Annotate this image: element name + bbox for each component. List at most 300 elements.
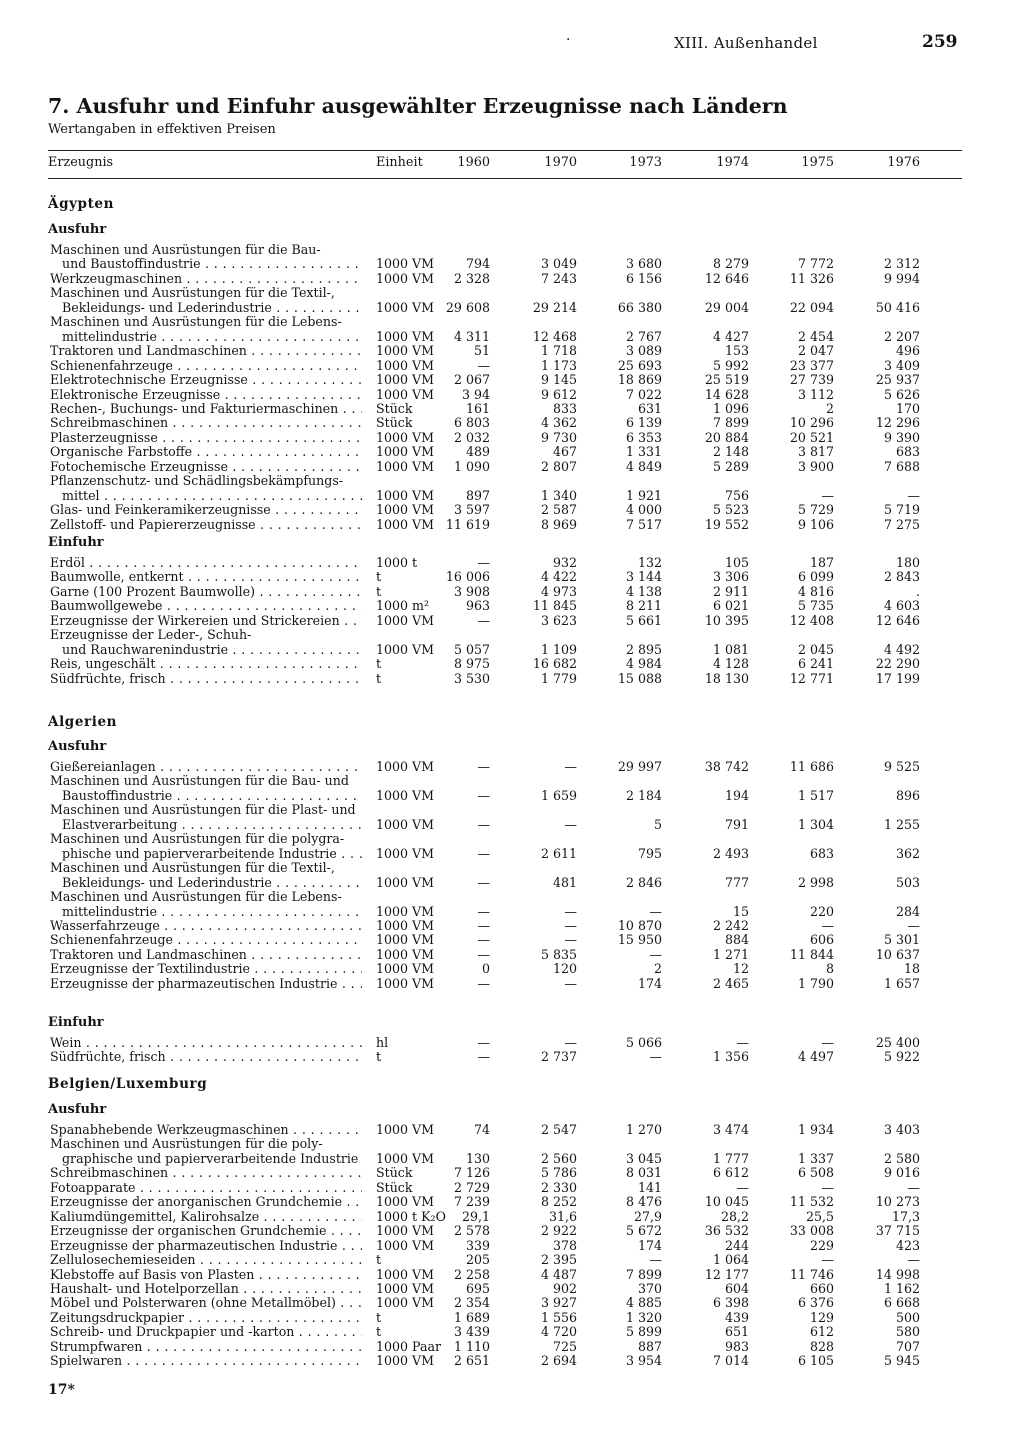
row-unit: 1000 VM	[376, 917, 435, 933]
row-value: 756	[724, 487, 749, 503]
row-value: 896	[895, 787, 920, 803]
row-value: —	[736, 1179, 749, 1195]
row-value: 22 094	[789, 299, 834, 315]
row-value: 10 045	[704, 1194, 749, 1210]
row-value: 11 746	[789, 1266, 834, 1282]
row-unit: t	[376, 1049, 382, 1065]
row-value: 3 049	[540, 256, 577, 272]
row-value: 1 081	[712, 641, 749, 657]
table-row	[0, 1194, 1024, 1209]
table-row	[0, 1295, 1024, 1310]
row-label: Organische Farbstoffe . . .	[50, 444, 362, 459]
row-label: Schreibmaschinen . . .	[50, 1165, 362, 1180]
table-row	[0, 860, 1024, 875]
table-row	[0, 627, 1024, 642]
row-value: 4 362	[540, 415, 577, 431]
row-value: 1 779	[540, 670, 577, 686]
row-unit: t	[376, 569, 382, 585]
row-value: 3 112	[797, 386, 834, 402]
row-value: 7 126	[453, 1165, 490, 1181]
row-value: 17 199	[875, 670, 920, 686]
row-value: 129	[809, 1309, 834, 1325]
row-unit: 1000 VM	[376, 961, 435, 977]
row-value: 205	[465, 1252, 490, 1268]
row-value: 1 337	[797, 1150, 834, 1166]
row-value: 2 148	[712, 444, 749, 460]
row-value: 3 045	[625, 1150, 662, 1166]
table-row	[0, 387, 1024, 402]
row-value: —	[564, 759, 577, 774]
row-unit: t	[376, 1324, 382, 1340]
row-label: Baumwolle, entkernt . . .	[50, 569, 362, 584]
row-value: 6 612	[712, 1165, 749, 1181]
row-value: 2 587	[540, 502, 577, 518]
row-value: —	[477, 759, 490, 774]
row-label: Maschinen und Ausrüstungen für die poly-	[50, 1136, 323, 1152]
row-value: 25 400	[875, 1035, 920, 1050]
row-value: 25,5	[805, 1208, 834, 1224]
row-value: 174	[637, 975, 662, 991]
row-value: 15 950	[617, 932, 662, 948]
row-value: 439	[724, 1309, 749, 1325]
row-value: 187	[809, 555, 834, 570]
row-unit: 1000 VM	[376, 299, 435, 315]
row-value: 3 954	[625, 1353, 662, 1369]
row-label: Baustoffindustrie . . .	[62, 788, 362, 803]
row-value: 612	[809, 1324, 834, 1340]
row-value: 777	[724, 874, 749, 890]
row-value: 580	[895, 1324, 920, 1340]
row-value: 4 885	[625, 1295, 662, 1311]
row-value: 1 331	[625, 444, 662, 460]
row-value: 11 844	[789, 946, 834, 962]
table-row	[0, 300, 1024, 315]
row-value: 8 279	[712, 256, 749, 272]
row-value: 2 184	[625, 787, 662, 803]
row-unit: 1000 m²	[376, 598, 430, 614]
row-label: Maschinen und Ausrüstungen für die Textil-,	[50, 285, 335, 301]
row-value: 4 816	[797, 583, 834, 599]
row-value: —	[477, 357, 490, 373]
row-value: —	[649, 1252, 662, 1268]
row-value: —	[821, 917, 834, 933]
row-value: 9 525	[883, 759, 920, 774]
row-value: 33 008	[789, 1223, 834, 1239]
row-value: 105	[724, 555, 749, 570]
row-label: Gießereianlagen . . .	[50, 759, 362, 774]
row-value: 0	[481, 961, 490, 977]
table-row	[0, 1281, 1024, 1296]
row-unit: 1000 VM	[376, 932, 435, 948]
row-value: 25 693	[617, 357, 662, 373]
row-unit: 1000 VM	[376, 328, 435, 344]
row-label: Wein . . .	[50, 1035, 362, 1050]
table-row	[0, 329, 1024, 344]
row-value: 28,2	[720, 1208, 749, 1224]
row-value: —	[477, 845, 490, 861]
row-value: 220	[809, 903, 834, 919]
row-value: 2	[825, 400, 834, 416]
table-row	[0, 773, 1024, 788]
row-unit: 1000 VM	[376, 759, 435, 774]
row-value: 180	[895, 555, 920, 570]
table-row	[0, 473, 1024, 488]
row-value: 5 289	[712, 458, 749, 474]
row-unit: 1000 VM	[376, 502, 435, 518]
row-value: 5 835	[540, 946, 577, 962]
row-value: 10 395	[704, 612, 749, 628]
row-label: Maschinen und Ausrüstungen für die Plast- und	[50, 802, 356, 818]
table-row	[0, 271, 1024, 286]
row-value: 31,6	[548, 1208, 577, 1224]
table-row	[0, 1035, 1024, 1050]
flow-heading: Ausfuhr	[48, 1102, 107, 1117]
row-unit: Stück	[376, 1165, 413, 1181]
row-value: 5 729	[797, 502, 834, 518]
row-value: 2 032	[453, 429, 490, 445]
row-value: 132	[637, 555, 662, 570]
row-value: 2 047	[797, 343, 834, 359]
row-value: 5 626	[883, 386, 920, 402]
row-label: Reis, ungeschält . . .	[50, 656, 362, 671]
table-row	[0, 1324, 1024, 1339]
row-unit: 1000 VM	[376, 256, 435, 272]
table-row	[0, 1353, 1024, 1368]
row-value: 120	[552, 961, 577, 977]
row-label: Elastverarbeitung . . .	[62, 817, 362, 832]
row-value: 2 493	[712, 845, 749, 861]
row-value: —	[649, 946, 662, 962]
row-label: Kaliumdüngemittel, Kalirohsalze . . .	[50, 1209, 362, 1224]
row-value: 3 680	[625, 256, 662, 272]
row-value: 1 162	[883, 1280, 920, 1296]
row-value: 1 110	[453, 1338, 490, 1354]
row-value: 2 846	[625, 874, 662, 890]
row-unit: hl	[376, 1035, 389, 1050]
row-value: 2 560	[540, 1150, 577, 1166]
flow-heading: Ausfuhr	[48, 222, 107, 237]
row-value: 12 408	[789, 612, 834, 628]
row-label: Rechen-, Buchungs- und Fakturiermaschinen . . .	[50, 401, 362, 416]
row-value: 5 301	[883, 932, 920, 948]
row-label: Schreib- und Druckpapier und -karton . . .	[50, 1324, 362, 1339]
table-row	[0, 401, 1024, 416]
table-row	[0, 613, 1024, 628]
table-row	[0, 598, 1024, 613]
row-label: Erzeugnisse der Textilindustrie . . .	[50, 961, 362, 976]
row-value: —	[477, 975, 490, 991]
row-value: 9 390	[883, 429, 920, 445]
row-value: 3 089	[625, 343, 662, 359]
row-value: 362	[895, 845, 920, 861]
row-value: 3 900	[797, 458, 834, 474]
row-value: 1 255	[883, 816, 920, 832]
row-unit: 1000 VM	[376, 1223, 435, 1239]
row-label: Glas- und Feinkeramikerzeugnisse . . .	[50, 502, 362, 517]
table-row	[0, 1209, 1024, 1224]
row-label: Erzeugnisse der Wirkereien und Strickereien . . .	[50, 613, 362, 628]
row-value: 12 177	[704, 1266, 749, 1282]
row-label: Maschinen und Ausrüstungen für die Bau- und	[50, 773, 349, 789]
row-value: 2	[653, 961, 662, 977]
row-value: 897	[465, 487, 490, 503]
row-value: —	[564, 1035, 577, 1050]
country-heading: Ägypten	[48, 196, 115, 212]
row-label: Haushalt- und Hotelporzellan . . .	[50, 1281, 362, 1296]
row-value: 3 817	[797, 444, 834, 460]
row-label: Schreibmaschinen . . .	[50, 415, 362, 430]
row-value: 8 211	[625, 598, 662, 614]
row-value: 11 845	[532, 598, 577, 614]
row-value: 833	[552, 400, 577, 416]
table-row	[0, 584, 1024, 599]
table-row	[0, 555, 1024, 570]
row-value: —	[477, 555, 490, 570]
flow-heading: Einfuhr	[48, 1015, 104, 1030]
table-row	[0, 1223, 1024, 1238]
row-label: Erzeugnisse der organischen Grundchemie . . .	[50, 1223, 362, 1238]
row-unit: 1000 VM	[376, 641, 435, 657]
row-value: 1 320	[625, 1309, 662, 1325]
col-header-year: 1973	[629, 155, 662, 170]
row-value: 6 668	[883, 1295, 920, 1311]
table-row	[0, 358, 1024, 373]
row-value: 9 730	[540, 429, 577, 445]
row-value: 3 306	[712, 569, 749, 585]
table-row	[0, 831, 1024, 846]
row-label: mittelindustrie . . .	[62, 904, 362, 919]
row-value: 9 612	[540, 386, 577, 402]
row-value: 161	[465, 400, 490, 416]
row-value: 1 271	[712, 946, 749, 962]
row-value: 4 000	[625, 502, 662, 518]
row-value: —	[907, 917, 920, 933]
table-row	[0, 976, 1024, 991]
table-row	[0, 415, 1024, 430]
row-value: 5 523	[712, 502, 749, 518]
table-row	[0, 1165, 1024, 1180]
row-label: Schienenfahrzeuge . . .	[50, 358, 362, 373]
row-value: 5 661	[625, 612, 662, 628]
row-value: 170	[895, 400, 920, 416]
row-label: Bekleidungs- und Lederindustrie . . .	[62, 875, 362, 890]
table-row	[0, 1136, 1024, 1151]
table-row	[0, 932, 1024, 947]
row-value: 9 994	[883, 270, 920, 286]
row-value: 4 487	[540, 1266, 577, 1282]
row-value: 7 243	[540, 270, 577, 286]
row-value: 7 899	[625, 1266, 662, 1282]
row-value: 4 720	[540, 1324, 577, 1340]
col-header-product: Erzeugnis	[48, 155, 114, 170]
table-row	[0, 889, 1024, 904]
row-value: 15	[732, 903, 749, 919]
row-unit: 1000 VM	[376, 816, 435, 832]
row-value: 29 608	[445, 299, 490, 315]
table-row	[0, 1252, 1024, 1267]
table-row	[0, 242, 1024, 257]
row-value: 604	[724, 1280, 749, 1296]
row-value: 74	[473, 1122, 490, 1137]
row-value: —	[564, 816, 577, 832]
row-value: 1 173	[540, 357, 577, 373]
row-unit: 1000 VM	[376, 343, 435, 359]
row-value: 1 270	[625, 1122, 662, 1137]
row-label: Elektrotechnische Erzeugnisse . . .	[50, 372, 362, 387]
row-value: 794	[465, 256, 490, 272]
table-row	[0, 1151, 1024, 1166]
row-value: 2 843	[883, 569, 920, 585]
row-value: 2 312	[883, 256, 920, 272]
row-value: 18	[903, 961, 920, 977]
row-value: 7 899	[712, 415, 749, 431]
row-value: 6 508	[797, 1165, 834, 1181]
row-value: 8 975	[453, 656, 490, 672]
row-value: 5 786	[540, 1165, 577, 1181]
row-label: Maschinen und Ausrüstungen für die Lebens-	[50, 889, 342, 905]
table-row	[0, 569, 1024, 584]
row-value: 6 139	[625, 415, 662, 431]
row-label: Maschinen und Ausrüstungen für die Textil-,	[50, 860, 335, 876]
footer-signature: 17*	[48, 1382, 75, 1398]
row-value: —	[564, 975, 577, 991]
row-label: Elektronische Erzeugnisse . . .	[50, 387, 362, 402]
row-value: 1 304	[797, 816, 834, 832]
row-unit: 1000 VM	[376, 1194, 435, 1210]
table-row	[0, 802, 1024, 817]
row-value: 11 686	[789, 759, 834, 774]
row-value: 29,1	[461, 1208, 490, 1224]
row-value: 5 719	[883, 502, 920, 518]
table-row	[0, 343, 1024, 358]
row-value: —	[821, 1252, 834, 1268]
row-value: 1 340	[540, 487, 577, 503]
row-value: 2 547	[540, 1122, 577, 1137]
row-value: —	[477, 946, 490, 962]
row-value: 1 934	[797, 1122, 834, 1137]
row-value: 963	[465, 598, 490, 614]
row-value: 51	[473, 343, 490, 359]
row-value: —	[821, 1179, 834, 1195]
row-value: 2 729	[453, 1179, 490, 1195]
row-value: 4 984	[625, 656, 662, 672]
row-unit: 1000 VM	[376, 357, 435, 373]
row-value: —	[477, 1049, 490, 1065]
row-value: 481	[552, 874, 577, 890]
row-value: 1 657	[883, 975, 920, 991]
row-unit: 1000 VM	[376, 1266, 435, 1282]
row-value: 2 578	[453, 1223, 490, 1239]
row-label: Südfrüchte, frisch . . .	[50, 1049, 362, 1064]
row-value: 606	[809, 932, 834, 948]
row-value: 18 869	[617, 372, 662, 388]
page-number: 259	[922, 32, 958, 52]
row-value: —	[564, 917, 577, 933]
row-value: 707	[895, 1338, 920, 1354]
row-value: 983	[724, 1338, 749, 1354]
row-value: 1 689	[453, 1309, 490, 1325]
row-value: 5 672	[625, 1223, 662, 1239]
row-value: 1 090	[453, 458, 490, 474]
row-value: 12 771	[789, 670, 834, 686]
row-value: 339	[465, 1237, 490, 1253]
row-value: —	[477, 1035, 490, 1050]
row-value: 500	[895, 1309, 920, 1325]
col-header-unit: Einheit	[376, 155, 423, 170]
row-value: 631	[637, 400, 662, 416]
row-value: 2 207	[883, 328, 920, 344]
row-value: 36 532	[704, 1223, 749, 1239]
row-value: 11 532	[789, 1194, 834, 1210]
row-value: 244	[724, 1237, 749, 1253]
table-title: 7. Ausfuhr und Einfuhr ausgewählter Erzeugnisse nach Ländern	[48, 94, 788, 118]
table-row	[0, 1339, 1024, 1354]
row-value: 7 014	[712, 1353, 749, 1369]
row-value: 66 380	[617, 299, 662, 315]
row-value: 6 099	[797, 569, 834, 585]
row-unit: 1000 VM	[376, 1295, 435, 1311]
row-value: 37 715	[875, 1223, 920, 1239]
row-value: 5 057	[453, 641, 490, 657]
flow-heading: Einfuhr	[48, 535, 104, 550]
row-value: 9 106	[797, 516, 834, 532]
row-value: 8	[825, 961, 834, 977]
row-value: 695	[465, 1280, 490, 1296]
table-row	[0, 846, 1024, 861]
row-value: —	[477, 917, 490, 933]
row-label: Erzeugnisse der anorganischen Grundchemie . . .	[50, 1194, 362, 1209]
row-value: 12 296	[875, 415, 920, 431]
table-row	[0, 517, 1024, 532]
row-label: Bekleidungs- und Lederindustrie . . .	[62, 300, 362, 315]
row-unit: 1000 VM	[376, 444, 435, 460]
table-row	[0, 1122, 1024, 1137]
row-unit: Stück	[376, 400, 413, 416]
row-value: 1 556	[540, 1309, 577, 1325]
row-label: Werkzeugmaschinen . . .	[50, 271, 362, 286]
row-value: 1 517	[797, 787, 834, 803]
table-row	[0, 488, 1024, 503]
table-row	[0, 1180, 1024, 1195]
row-value: —	[477, 874, 490, 890]
table-row	[0, 961, 1024, 976]
table-row	[0, 642, 1024, 657]
row-value: 6 156	[625, 270, 662, 286]
row-label: phische und papierverarbeitende Industrie . . .	[62, 846, 362, 861]
row-value: 29 997	[617, 759, 662, 774]
table-row	[0, 817, 1024, 832]
row-value: 3 144	[625, 569, 662, 585]
col-header-year: 1970	[544, 155, 577, 170]
row-value: 5 945	[883, 1353, 920, 1369]
table-row	[0, 759, 1024, 774]
row-value: 370	[637, 1280, 662, 1296]
row-unit: t	[376, 670, 382, 686]
row-value: 2 242	[712, 917, 749, 933]
row-value: 284	[895, 903, 920, 919]
row-label: Klebstoffe auf Basis von Plasten . . .	[50, 1267, 362, 1282]
row-value: 2 067	[453, 372, 490, 388]
row-value: 4 138	[625, 583, 662, 599]
row-label: Zellulosechemieseiden . . .	[50, 1252, 362, 1267]
table-row	[0, 459, 1024, 474]
table-row	[0, 875, 1024, 890]
row-unit: 1000 VM	[376, 1353, 435, 1369]
row-value: 2 328	[453, 270, 490, 286]
row-value: 828	[809, 1338, 834, 1354]
row-value: 1 659	[540, 787, 577, 803]
row-unit: t	[376, 1252, 382, 1268]
